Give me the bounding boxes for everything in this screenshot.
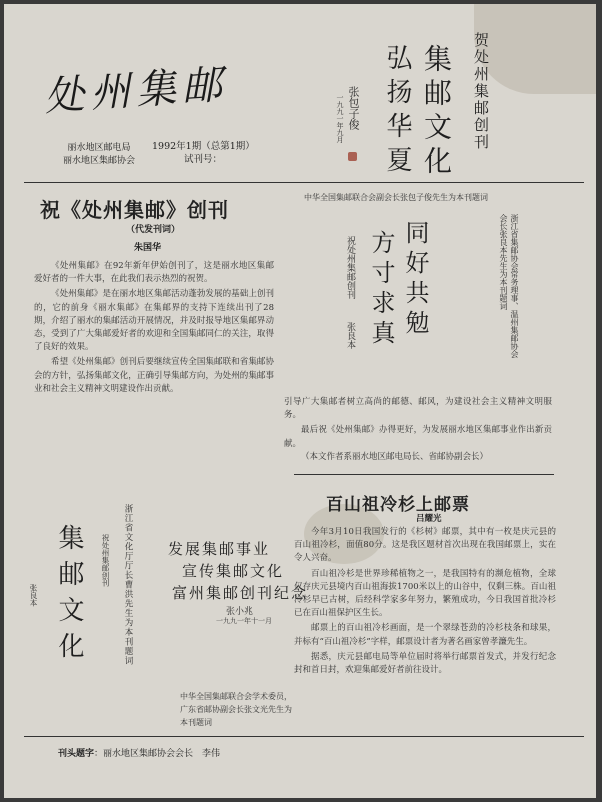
calligraphy-center-signature: 张小兆 (226, 607, 254, 617)
article2-paragraph: 今年3月10日我国发行的《杉树》邮票，其中有一枚是庆元县的百山祖冷杉，面值80分。这是我区题材首次出现在我国邮票上，实在令人兴奋。 (294, 527, 556, 564)
article2-paragraph: 邮票上的百山祖冷杉画面，是一个翠绿苍劲的冷杉枝条和球果，并标有“百山祖冷杉”字样，邮票设计者为著名画家曾孝濂先生。 (294, 623, 556, 647)
publisher-line-2: 丽水地区集邮协会 (62, 156, 135, 166)
calligraphy-left-signature: 张良本 (29, 584, 38, 607)
article1-title: 祝《处州集邮》创刊 (40, 198, 229, 222)
calligrapher-signature: 张包子俊 (347, 86, 360, 130)
article1-subtitle: （代发刊词） (126, 225, 181, 235)
newspaper-page (4, 4, 596, 798)
calligraphy-mid-side: 祝处州集邮创刊 (345, 236, 355, 299)
article1-note: （本文作者系丽水地区邮电局长、省邮协副会长） (301, 451, 489, 462)
article1-paragraph: 希望《处州集邮》创刊后要继续宣传全国集邮联和省集邮协会的方针，弘扬集邮文化，正确引导集邮方向，为处州的集邮事业和社会主义精神文明建设作出贡献。 (34, 357, 274, 394)
mid-rule (294, 474, 554, 475)
calligraphy-seek-truth: 方寸求真 (367, 230, 395, 350)
article2-title: 百山祖冷杉上邮票 (326, 495, 470, 515)
article1-author: 朱国华 (134, 243, 162, 253)
calligraphy-mid-caption: 浙江省集邮协会常务理事、温州集邮协会会长张良本先生为本刊题词 (499, 214, 519, 358)
calligraphy-center (168, 538, 308, 604)
footer (58, 746, 220, 759)
footer-rule (24, 736, 584, 737)
calligraphy-center-line-3: 富州集邮创刊纪念 (172, 584, 309, 602)
article1-continued-text: 引导广大集邮者树立高尚的邮德、邮风，为建设社会主义精神文明服务。 (284, 397, 552, 421)
issue-block (152, 140, 255, 166)
calligraphy-left-caption: 浙江省文化厅厅长曹洪先生为本刊题词 (123, 504, 133, 666)
calligraphy-mid-signature: 张良本 (345, 322, 355, 349)
calligraphy-common-aim: 同好共勉 (401, 220, 429, 340)
calligraphy-center-date: 一九九一年十一月 (216, 617, 272, 625)
calligraphy-stamp-culture-left: 集邮文化 (54, 524, 84, 668)
article2-author: 吕耀光 (416, 514, 442, 524)
calligraphy-date: 一九九一年九月 (336, 94, 344, 143)
publisher-line-1: 丽水地区邮电局 (67, 143, 131, 153)
footer-label: 刊头题字 (58, 749, 95, 759)
article1-closing: 最后祝《处州集邮》办得更好，为发展丽水地区集邮事业作出新贡献。 (284, 425, 552, 449)
issue-trial: 试刊号： (184, 154, 223, 165)
article2-paragraph: 据悉，庆元县邮电局等单位届时将举行邮票首发式，并发行纪念封和首日封，欢迎集邮爱好者前往设计。 (294, 651, 556, 676)
calligraphy-center-line-1: 发展集邮事业 (168, 540, 271, 558)
article2-paragraph: 百山祖冷杉是世界珍稀植物之一，是我国特有的濒危植物，全球仅存庆元县境内百山祖海拔1700米以上的山谷中，仅剩三株。百山祖冷杉早已古树，后经科学家多年努力，繁殖成功，今日我国首批冷杉已在百山祖保护区生长。 (294, 568, 556, 619)
article1-body (34, 260, 274, 396)
calligraphy-center-line-2: 宣传集邮文化 (182, 562, 285, 580)
caption-bottom: 中华全国集邮联合会学术委员，广东省邮协副会长张文光先生为本刊题词 (180, 692, 292, 727)
calligraphy-promote-china: 弘扬华夏 (382, 44, 412, 180)
calligraphy-congrats: 贺处州集邮创刊 (472, 32, 490, 151)
publisher-block (44, 142, 154, 168)
header-rule (24, 182, 584, 183)
masthead-title: 处州集邮 (42, 61, 230, 121)
footer-text: ：丽水地区集邮协会会长 李伟 (94, 749, 221, 759)
article2-body (294, 526, 556, 677)
article1-paragraph: 《处州集邮》在92年新年伊始创刊了，这是丽水地区集邮爱好者的一件大事，在此我们表示热烈的祝贺。 (34, 261, 274, 285)
calligraphy-left-side: 祝处州集邮创刊 (101, 534, 110, 587)
caption-top: 中华全国集邮联合会副会长张包子俊先生为本刊题词 (304, 193, 488, 202)
issue-number: 1992年1期（总第1期） (152, 141, 255, 152)
calligraphy-stamp-culture: 集邮文化 (420, 44, 453, 180)
article1-continued (284, 396, 552, 464)
article1-paragraph: 《处州集邮》是在丽水地区集邮活动蓬勃发展的基础上创刊的，它的前身《丽水集邮》在集邮界的支持下连续出刊了28期，介绍了丽水的集邮活动开展情况，并及时报导地区集邮界动态，受到了广大集邮爱好者的欢迎和全国集邮同仁的关注，取得了良好的效果。 (34, 289, 274, 353)
seal-stamp (348, 152, 357, 161)
